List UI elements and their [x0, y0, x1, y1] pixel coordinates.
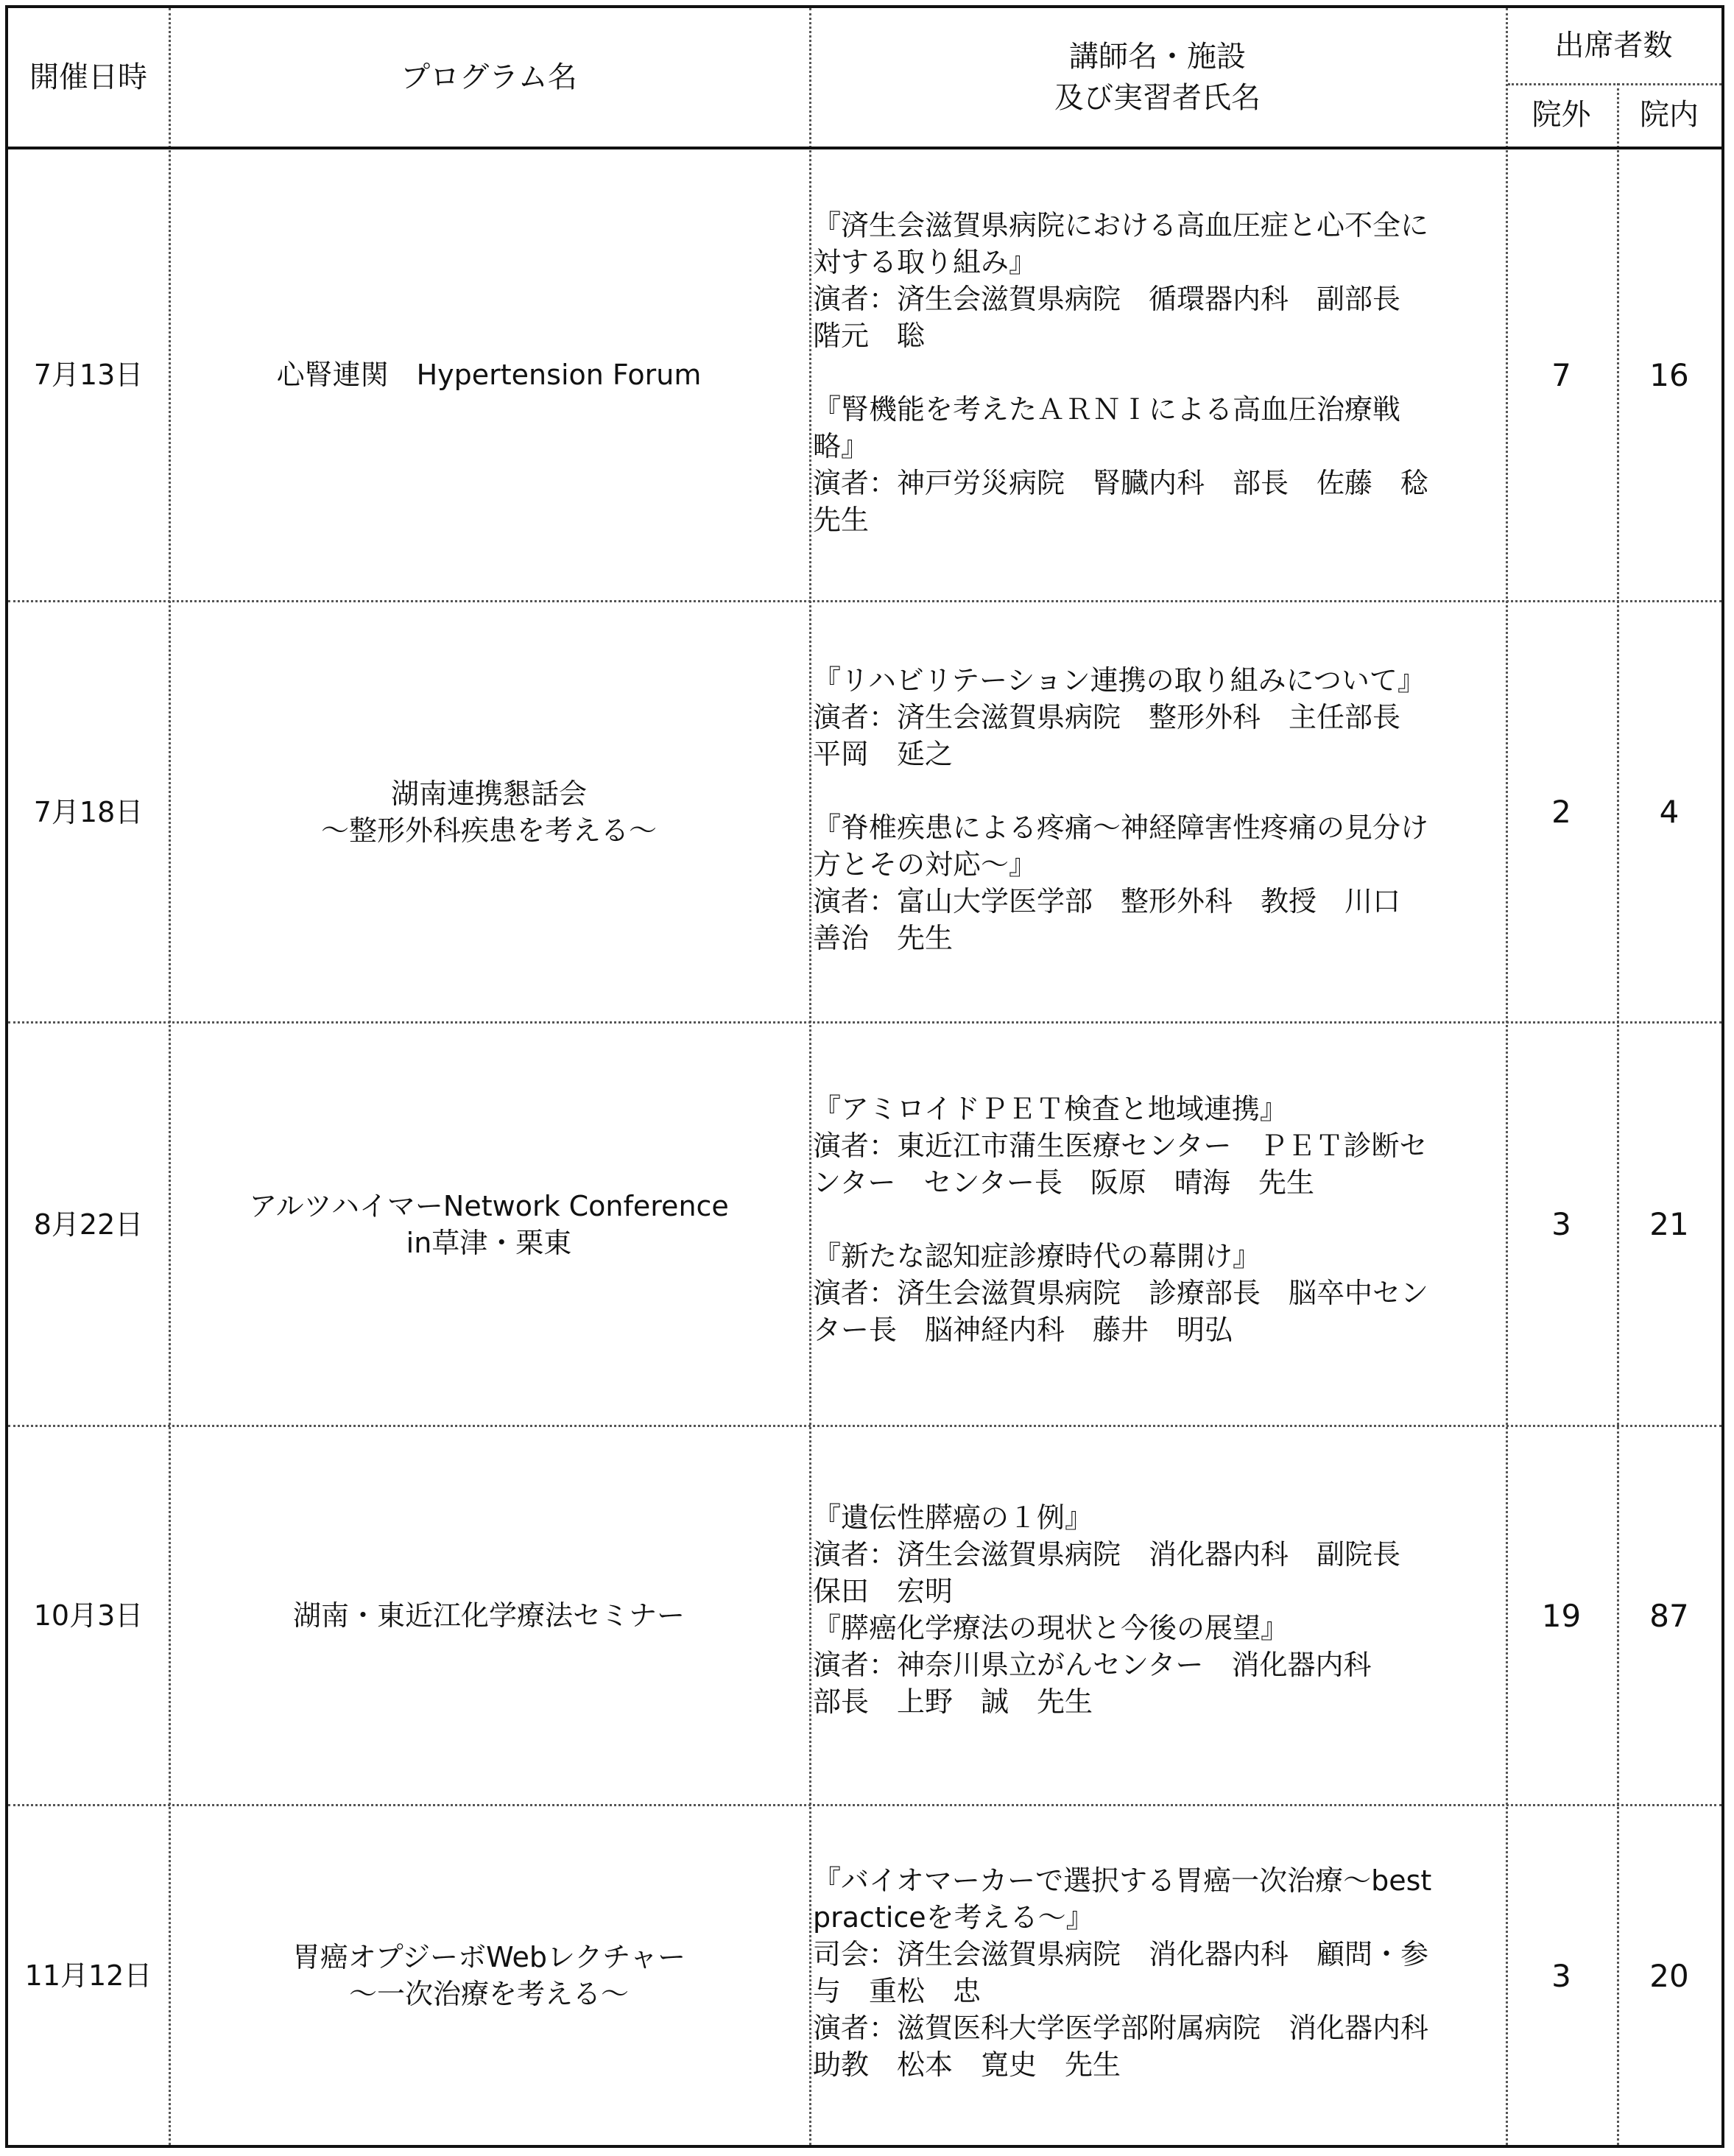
event-date: 8月22日	[33, 1208, 144, 1241]
event-speakers: 『済生会滋賀県病院における高血圧症と心不全に 対する取り組み』 演者：済生会滋賀県病院 循環器内科 副部長 階元 聡 『腎機能を考えたＡＲＮＩによる高血圧治療戦 略』 演者：神戸労災病院 腎臓内科 部長 佐藤 稔 先生	[813, 209, 1429, 536]
table-row-program	[169, 1024, 809, 1425]
header-speakers-label-1: 講師名・施設	[1069, 40, 1246, 74]
column-divider	[809, 8, 811, 2145]
attendance-external	[1506, 602, 1617, 1021]
header-external-label: 院外	[1532, 98, 1591, 132]
attendance-internal	[1617, 149, 1721, 600]
attendance-external	[1506, 1427, 1617, 1804]
internal-count: 16	[1649, 356, 1689, 393]
table-row-program	[169, 602, 809, 1021]
table-row-program	[169, 1427, 809, 1804]
event-date: 7月13日	[33, 359, 144, 391]
header-attendance	[1506, 8, 1721, 83]
event-program: 胃癌オプジーボWebレクチャー ～一次治療を考える～	[292, 1941, 686, 2010]
attendance-internal	[1617, 1024, 1721, 1425]
event-date: 10月3日	[33, 1599, 144, 1632]
attendance-internal	[1617, 602, 1721, 1021]
table-row-date	[8, 1427, 169, 1804]
header-date-label: 開催日時	[29, 60, 147, 94]
table-row-date	[8, 602, 169, 1021]
attendance-external	[1506, 1806, 1617, 2145]
event-date: 7月18日	[33, 795, 144, 828]
event-date: 11月12日	[24, 1959, 152, 1992]
event-program: 湖南連携懇話会 ～整形外科疾患を考える～	[320, 777, 657, 847]
external-count: 3	[1551, 1206, 1571, 1242]
header-program	[169, 8, 809, 147]
event-speakers: 『バイオマーカーで選択する胃癌一次治療～best practiceを考える～』 司会：済生会滋賀県病院 消化器内科 顧問・参 与 重松 忠 演者：滋賀医科大学医学部附属病院 消化器内科 助教 松本 寛史 先生	[813, 1864, 1432, 2081]
event-program: アルツハイマーNetwork Conference in草津・栗東	[249, 1189, 729, 1259]
external-count: 2	[1551, 794, 1571, 830]
internal-count: 87	[1649, 1597, 1689, 1634]
table-row-program	[169, 1806, 809, 2145]
external-count: 3	[1551, 1957, 1571, 1994]
event-program: 心腎連関 Hypertension Forum	[276, 359, 702, 391]
internal-count: 21	[1649, 1206, 1689, 1242]
external-count: 19	[1541, 1597, 1582, 1634]
internal-count: 4	[1659, 794, 1680, 830]
header-internal-label: 院内	[1640, 98, 1699, 132]
attendance-external	[1506, 149, 1617, 600]
header-attendance-label: 出席者数	[1554, 29, 1673, 63]
table-row-date	[8, 149, 169, 600]
event-program: 湖南・東近江化学療法セミナー	[292, 1599, 685, 1632]
external-count: 7	[1551, 356, 1571, 393]
table-row-date	[8, 1806, 169, 2145]
events-table	[5, 5, 1724, 2148]
header-speakers-label-2: 及び実習者氏名	[1054, 81, 1261, 115]
header-speakers	[809, 8, 1506, 147]
header-external	[1506, 83, 1617, 147]
header-internal	[1617, 83, 1721, 147]
attendance-internal	[1617, 1427, 1721, 1804]
header-program-label: プログラム名	[401, 60, 577, 94]
header-date	[8, 8, 169, 147]
attendance-internal	[1617, 1806, 1721, 2145]
attendance-external	[1506, 1024, 1617, 1425]
table-row-date	[8, 1024, 169, 1425]
internal-count: 20	[1649, 1957, 1689, 1994]
table-row-program	[169, 149, 809, 600]
event-speakers: 『アミロイドＰＥＴ検査と地域連携』 演者：東近江市蒲生医療センター ＰＥＴ診断セ ンター センター長 阪原 晴海 先生 『新たな認知症診療時代の幕開け』 演者：済生会滋賀県病院 診療部長 脳卒中セン ター長 脳神経内科 藤井 明弘	[813, 1093, 1429, 1346]
event-speakers: 『遺伝性膵癌の１例』 演者：済生会滋賀県病院 消化器内科 副院長 保田 宏明 『膵癌化学療法の現状と今後の展望』 演者：神奈川県立がんセンター 消化器内科 部長 上野 誠 先生	[813, 1501, 1401, 1718]
event-speakers: 『リハビリテーション連携の取り組みについて』 演者：済生会滋賀県病院 整形外科 主任部長 平岡 延之 『脊椎疾患による疼痛～神経障害性疼痛の見分け 方とその対応～』 演者：富山大学医学部 整形外科 教授 川口 善治 先生	[813, 664, 1429, 954]
